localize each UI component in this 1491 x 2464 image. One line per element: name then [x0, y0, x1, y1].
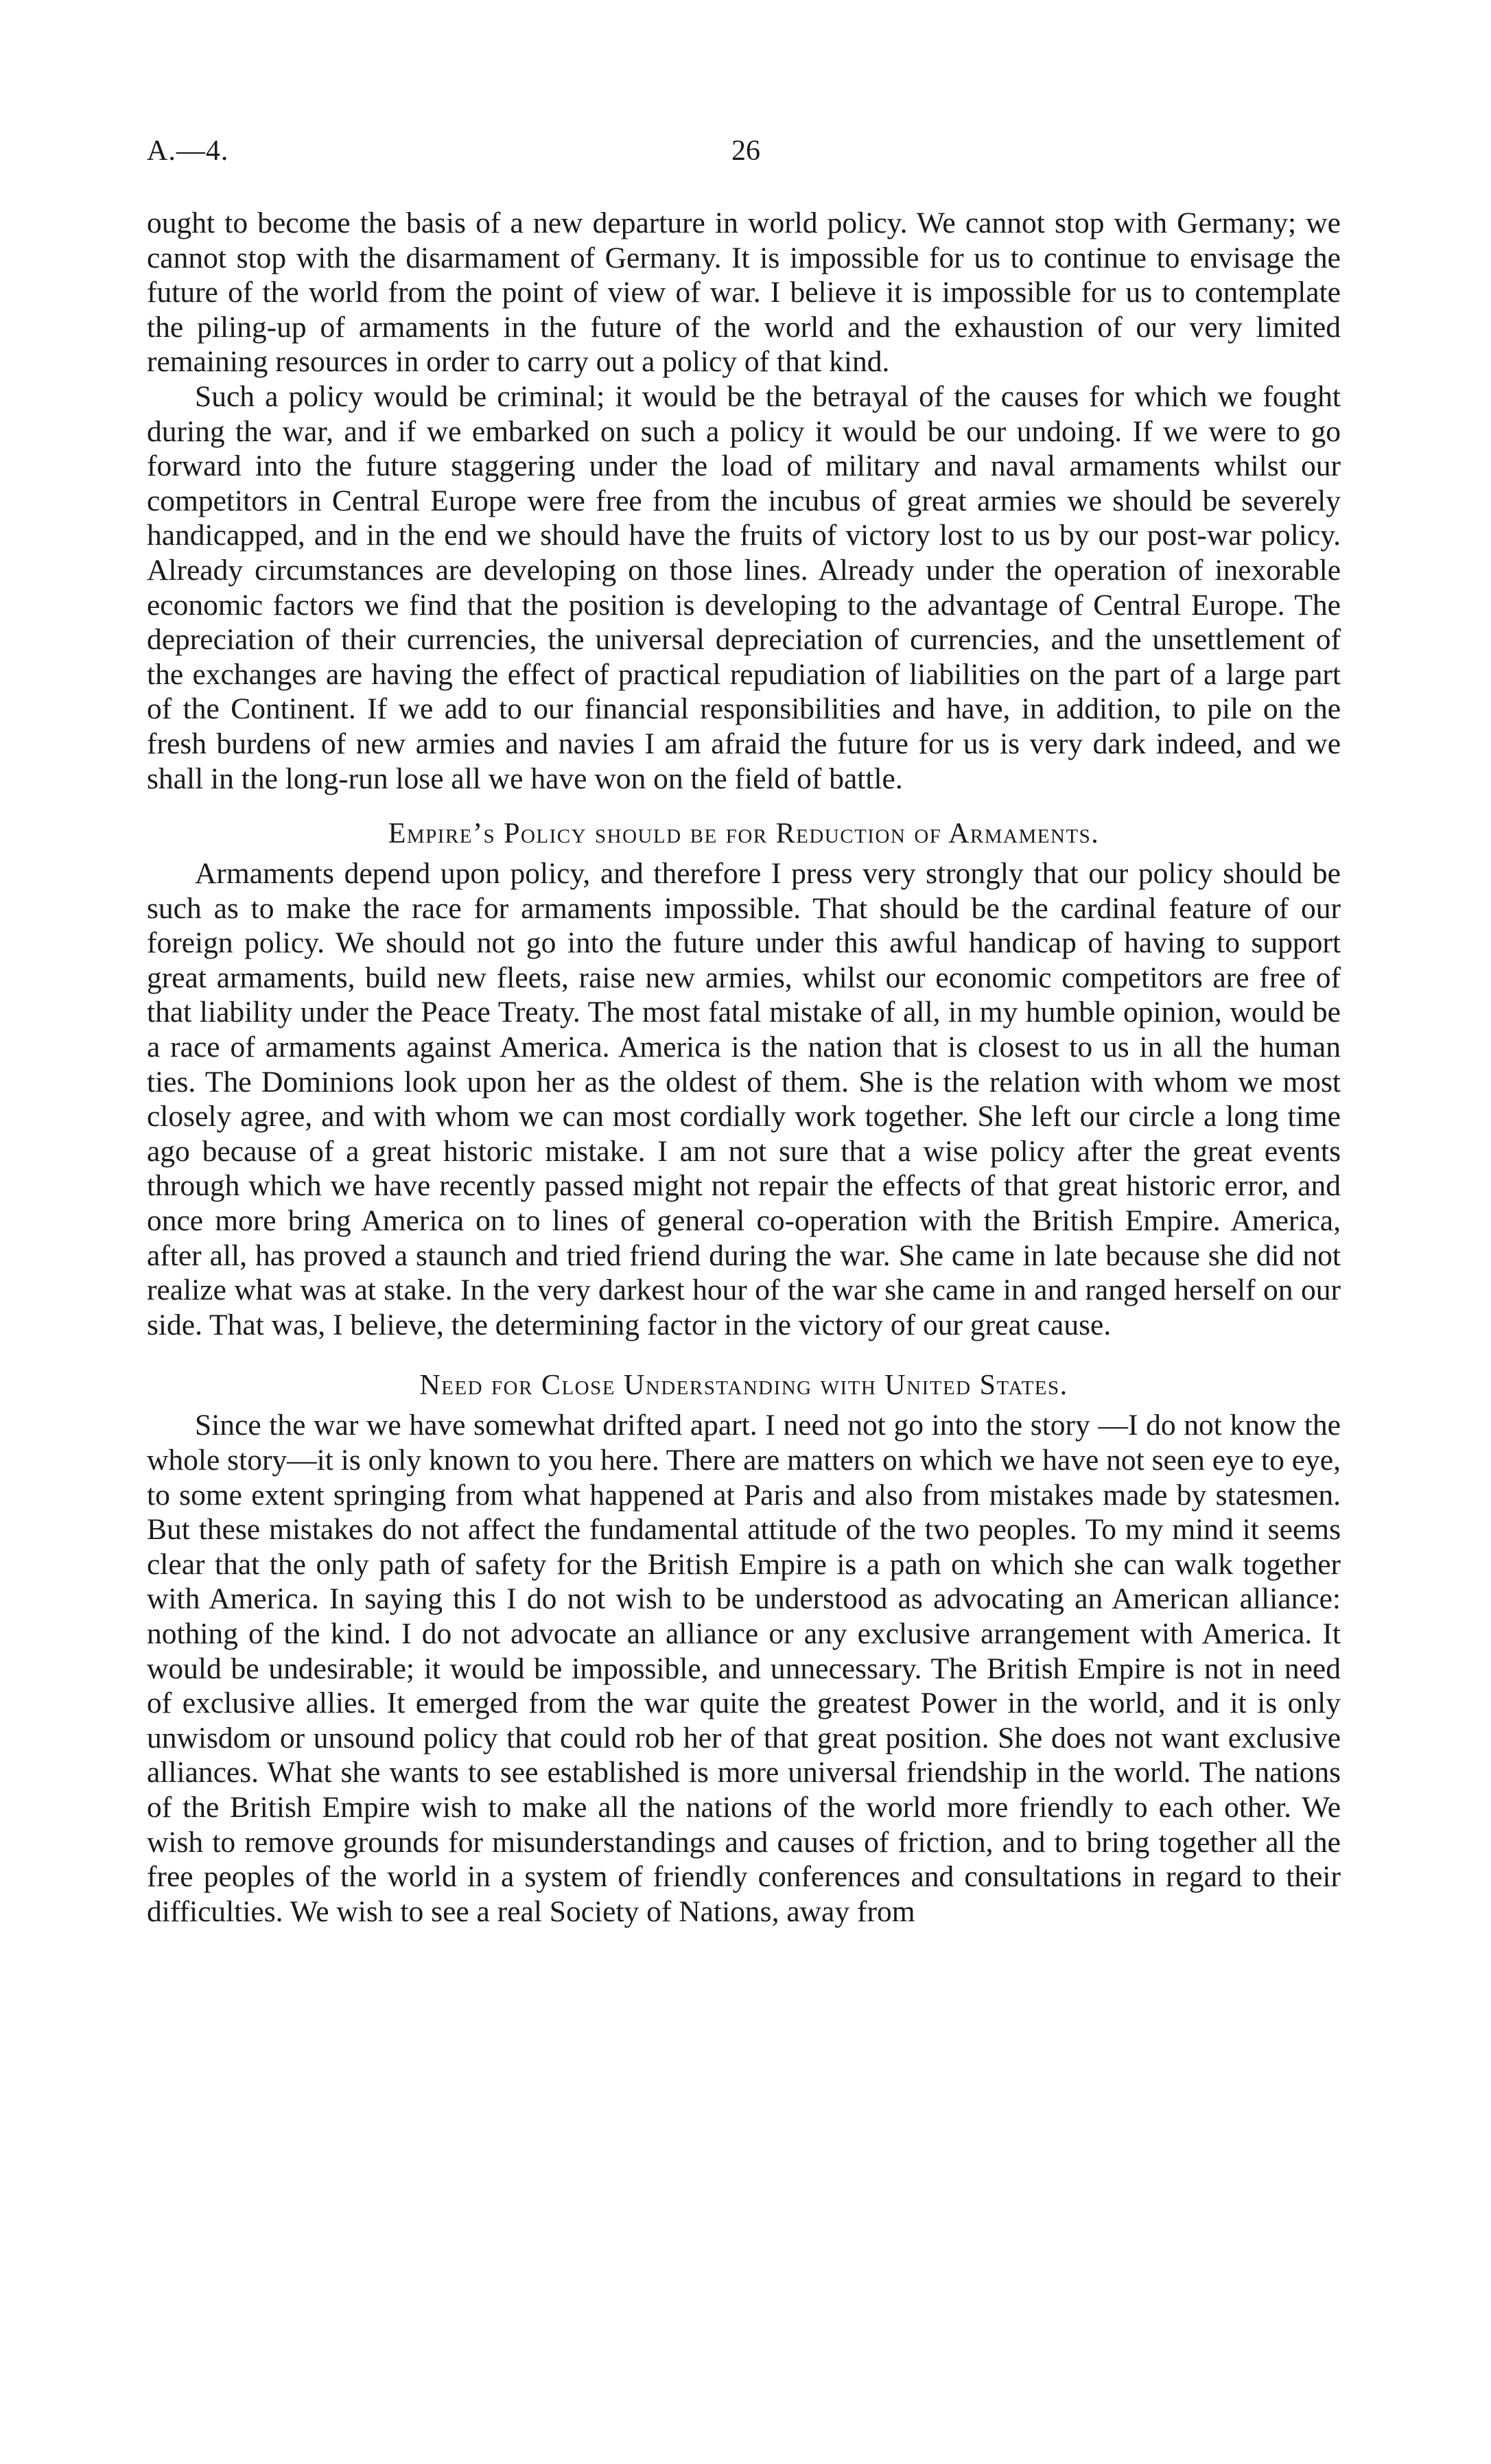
- paragraph-armaments-policy: Armaments depend upon policy, and therefore I press very strongly that our policy should be such as to make the race for armaments impossible. That should be the cardinal feature of our foreign policy. We should not go into the future under this awful handicap of having to support great armaments, build new fleets, raise new armies, whilst our economic competitors are free of that liability under the Peace Treaty. The most fatal mistake of all, in my humble opinion, would be a race of armaments against America. America is the nation that is closest to us in all the human ties. The Dominions look upon her as the oldest of them. She is the relation with whom we most closely agree, and with whom we can most cordially work together. She left our circle a long time ago because of a great historic mistake. I am not sure that a wise policy after the great events through which we have recently passed might not repair the effects of that great historic error, and once more bring America on to lines of general co-operation with the British Empire. America, after all, has proved a staunch and tried friend during the war. She came in late because she did not realize what was at stake. In the very darkest hour of the war she came in and ranged herself on our side. That was, I believe, the determining factor in the victory of our great cause.: [147, 857, 1341, 1341]
- paragraph-drifted-apart: Since the war we have somewhat drifted apart. I need not go into the story —I do not know the whole story—it is only known to you here. There are matters on which we have not seen eye to eye, to some extent springing from what happened at Paris and also from mistakes made by statesmen. But these mistakes do not affect the fundamental attitude of the two peoples. To my mind it seems clear that the only path of safety for the British Empire is a path on which she can walk together with America. In saying this I do not wish to be understood as advocating an American alliance: nothing of the kind. I do not advocate an alliance or any exclusive arrangement with America. It would be undesirable; it would be impossible, and unnecessary. The British Empire is not in need of exclusive allies. It emerged from the war quite the greatest Power in the world, and it is only unwisdom or unsound policy that could rob her of that great position. She does not want exclusive alliances. What she wants to see established is more universal friendship in the world. The nations of the British Empire wish to make all the nations of the world more friendly to each other. We wish to remove grounds for misunderstandings and causes of friction, and to bring together all the free peoples of the world in a system of friendly conferences and consultations in regard to their difficulties. We wish to see a real Society of Nations, away from: [147, 1409, 1341, 1928]
- paragraph-criminal-policy: Such a policy would be criminal; it would be the betrayal of the causes for which we fought during the war, and if we embarked on such a policy it would be our undoing. If we were to go forward into the future staggering under the load of military and naval armaments whilst our competitors in Central Europe were free from the incubus of great armies we should be severely handicapped, and in the end we should have the fruits of victory lost to us by our post-war policy. Already circumstances are developing on those lines. Already under the operation of inexorable economic factors we find that the position is developing to the advantage of Central Europe. The depreciation of their currencies, the universal depreciation of currencies, and the unsettlement of the exchanges are having the effect of practical repudiation of liabilities on the part of a large part of the Continent. If we add to our financial responsibilities and have, in addition, to pile on the fresh burdens of new armies and navies I am afraid the future for us is very dark indeed, and we shall in the long-run lose all we have won on the field of battle.: [147, 379, 1341, 795]
- paragraph-continuation: ought to become the basis of a new departure in world policy. We cannot stop with Germany; we cannot stop with the disarmament of Germany. It is impossible for us to continue to envisage the future of the world from the point of view of war. I believe it is impossible for us to contemplate the piling-up of armaments in the future of the world and the exhaustion of our very limited remaining resources in order to carry out a policy of that kind.: [147, 207, 1341, 379]
- section-heading-united-states: Need for Close Understanding with United States.: [419, 1370, 1068, 1402]
- page-header: [147, 134, 1341, 176]
- page-number: 26: [731, 135, 760, 167]
- body-text: [147, 206, 1341, 1929]
- document-reference: A.—4.: [147, 135, 229, 167]
- section-heading-reduction-of-armaments: Empire’s Policy should be for Reduction of Armaments.: [388, 818, 1100, 850]
